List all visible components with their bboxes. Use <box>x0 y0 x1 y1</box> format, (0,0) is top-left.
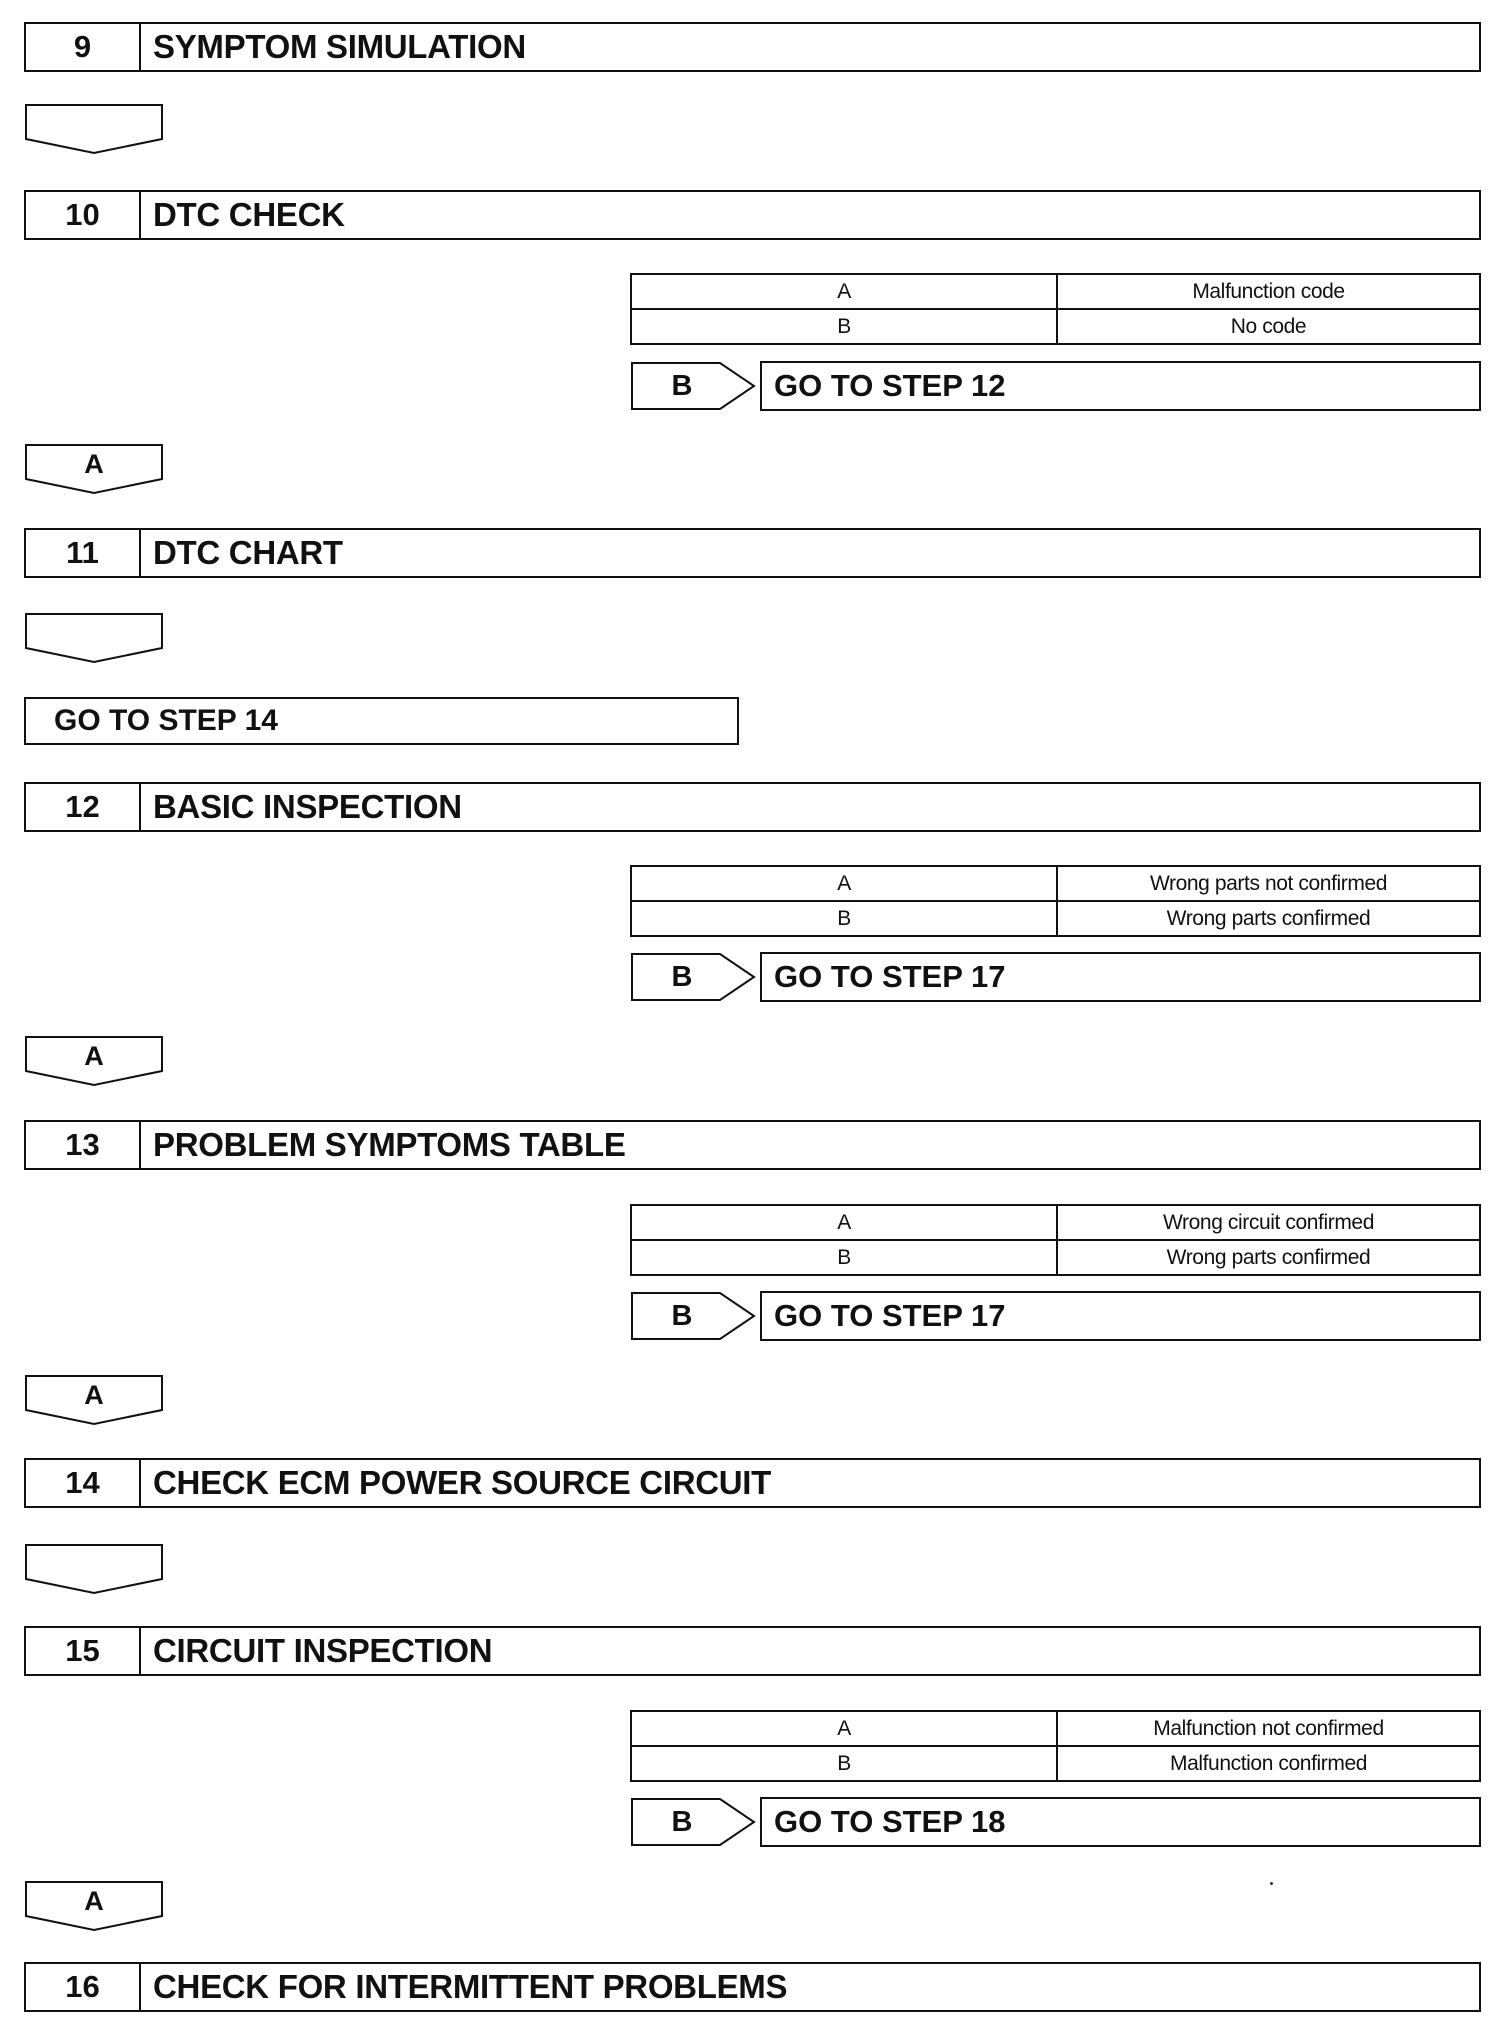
down-arrow-connector <box>24 103 164 155</box>
result-description: Wrong parts not confirmed <box>1057 866 1480 901</box>
down-arrow-icon <box>24 1543 164 1595</box>
down-arrow-connector <box>24 612 164 664</box>
result-description: Malfunction code <box>1057 274 1480 309</box>
table-row <box>631 866 1480 901</box>
result-option: A <box>631 1205 1057 1240</box>
step-11 <box>24 528 1481 578</box>
step-number: 13 <box>26 1122 141 1168</box>
goto-step-box: GO TO STEP 14 <box>24 697 739 745</box>
result-description: Wrong parts confirmed <box>1057 1240 1480 1275</box>
step-number: 11 <box>26 530 141 576</box>
branch-letter: B <box>671 961 693 993</box>
step-title: CHECK FOR INTERMITTENT PROBLEMS <box>153 1968 788 2005</box>
result-description: Wrong circuit confirmed <box>1057 1205 1480 1240</box>
table-row <box>631 1711 1480 1746</box>
step-title: CHECK ECM POWER SOURCE CIRCUIT <box>153 1464 772 1501</box>
down-arrow-connector <box>24 1543 164 1595</box>
branch-row <box>630 952 1481 1002</box>
goto-step-box: GO TO STEP 18 <box>760 1797 1481 1847</box>
step-number: 12 <box>26 784 141 830</box>
result-option: B <box>631 1746 1057 1781</box>
step-12 <box>24 782 1481 832</box>
result-table <box>630 1204 1481 1276</box>
goto-step-box: GO TO STEP 17 <box>760 952 1481 1002</box>
result-option: B <box>631 901 1057 936</box>
branch-letter: B <box>671 370 693 402</box>
down-arrow-connector <box>24 1374 164 1426</box>
branch-row <box>630 1797 1481 1847</box>
result-description: Wrong parts confirmed <box>1057 901 1480 936</box>
result-option: A <box>631 1711 1057 1746</box>
scan-speck <box>1270 1882 1273 1885</box>
step-16 <box>24 1962 1481 2012</box>
result-description: Malfunction not confirmed <box>1057 1711 1480 1746</box>
step-9 <box>24 22 1481 72</box>
result-option: A <box>631 866 1057 901</box>
step-number: 10 <box>26 192 141 238</box>
result-table <box>630 1710 1481 1782</box>
result-option: A <box>631 274 1057 309</box>
step-10 <box>24 190 1481 240</box>
step-title: CIRCUIT INSPECTION <box>153 1632 493 1669</box>
step-15 <box>24 1626 1481 1676</box>
step-13 <box>24 1120 1481 1170</box>
down-arrow-connector <box>24 443 164 495</box>
table-row <box>631 901 1480 936</box>
step-number: 14 <box>26 1460 141 1506</box>
result-option: B <box>631 309 1057 344</box>
step-14 <box>24 1458 1481 1508</box>
table-row <box>631 274 1480 309</box>
result-table <box>630 865 1481 937</box>
step-title: BASIC INSPECTION <box>153 788 462 825</box>
branch-letter: B <box>671 1300 693 1332</box>
step-title: SYMPTOM SIMULATION <box>153 28 526 65</box>
result-table <box>630 273 1481 345</box>
branch-row <box>630 361 1481 411</box>
branch-row <box>630 1291 1481 1341</box>
step-title: DTC CHECK <box>153 196 345 233</box>
step-number: 16 <box>26 1964 141 2010</box>
step-number: 9 <box>26 24 141 70</box>
step-title: DTC CHART <box>153 534 343 571</box>
table-row <box>631 1240 1480 1275</box>
goto-step-box: GO TO STEP 12 <box>760 361 1481 411</box>
table-row <box>631 1205 1480 1240</box>
down-arrow-connector <box>24 1035 164 1087</box>
down-arrow-connector <box>24 1880 164 1932</box>
table-row <box>631 309 1480 344</box>
arrow-label: A <box>84 1886 104 1916</box>
result-description: Malfunction confirmed <box>1057 1746 1480 1781</box>
down-arrow-icon <box>24 612 164 664</box>
step-number: 15 <box>26 1628 141 1674</box>
goto-step-box: GO TO STEP 17 <box>760 1291 1481 1341</box>
arrow-label: A <box>84 449 104 479</box>
branch-letter: B <box>671 1806 693 1838</box>
result-option: B <box>631 1240 1057 1275</box>
result-description: No code <box>1057 309 1480 344</box>
table-row <box>631 1746 1480 1781</box>
down-arrow-icon <box>24 103 164 155</box>
arrow-label: A <box>84 1380 104 1410</box>
arrow-label: A <box>84 1041 104 1071</box>
step-title: PROBLEM SYMPTOMS TABLE <box>153 1126 626 1163</box>
